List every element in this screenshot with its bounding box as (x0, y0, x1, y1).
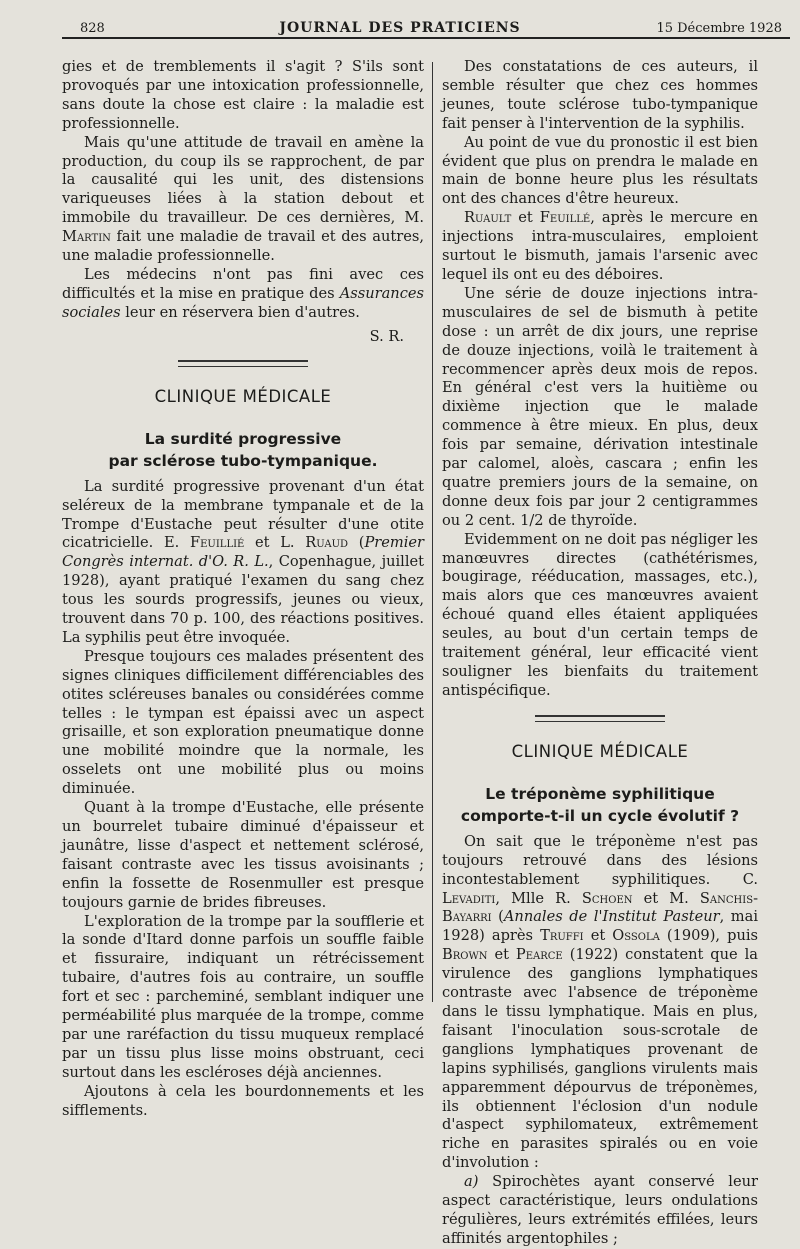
page-number: 828 (80, 21, 105, 36)
paragraph: Au point de vue du pronostic il est bien évident que plus on prendra le malade en main de bonne heure plus les résultats ont des chances d'être heureux. (442, 133, 758, 208)
journal-title: JOURNAL DES PRATICIENS (279, 20, 521, 36)
paragraph (62, 266, 424, 323)
title-line: comporte-t-il un cycle évolutif ? (460, 806, 740, 825)
title-line: par sclérose tubo-tympanique. (108, 451, 378, 470)
author-name: Ossola (612, 927, 660, 945)
paragraph (442, 1173, 758, 1249)
title-line: Le tréponème syphilitique (485, 784, 715, 803)
right-column (442, 58, 758, 1249)
text-run: fait une maladie de travail et des autres, une maladie professionnelle. (62, 228, 424, 265)
text-run: et (583, 927, 613, 945)
italic-term: Assurances sociales (62, 284, 424, 321)
text-run: , Copenhague, juillet 1928), ayant pratiqué l'examen du sang chez tous les sourds progressifs, jeunes ou vieux, trouvent dans 70 p. 100, des réactions positives. La syphilis peut être invoquée. (62, 553, 424, 646)
author-name: Feuillé (539, 209, 591, 227)
paragraph (442, 209, 758, 285)
paragraph: Presque toujours ces malades présentent des signes cliniques difficilement différenciables des otites scléreuses banales ou considérées comme telles : le tympan est épaissi avec un aspect grisaille, et son exploration pneumatique donne une mobilité moindre que la normale, les osselets ont une mobilité plus ou moins diminuée. (62, 647, 424, 798)
citation: Annales de l'Institut Pasteur (503, 908, 720, 926)
signature: S. R. (369, 327, 404, 345)
section-separator (442, 715, 758, 722)
author-name: Ruault (464, 209, 512, 227)
left-column (62, 58, 424, 1121)
text-run: On sait que le tréponème n'est pas toujours retrouvé dans des lésions incontestablement syphilitiques. C. (442, 832, 758, 888)
paragraph: Des constatations de ces auteurs, il semble résulter que chez ces hommes jeunes, toute sclérose tubo-tympanique fait penser à l'intervention de la syphilis. (442, 58, 758, 132)
citation: Premier Congrès internat. d'O. R. L. (62, 534, 424, 571)
author-name: Ruaud (305, 534, 349, 552)
author-name: Truffi (540, 927, 584, 945)
column-divider (432, 62, 433, 1002)
paragraph (442, 833, 758, 1173)
text-run: et (511, 209, 540, 227)
paragraph: gies et de tremblements il s'agit ? S'ils sont provoqués par une intoxication professionnelle, sans doute la chose est claire : la maladie est professionnelle. (62, 58, 424, 132)
text-run: et L. (244, 534, 306, 552)
article-title (442, 783, 758, 827)
paragraph: Quant à la trompe d'Eustache, elle présente un bourrelet tubaire diminué d'épaisseur et jaunâtre, lisse d'aspect et nettement sclérosé, faisant contraste avec les tissus avoisinants ; enfin la fossette de Rosenmuller est presque toujours garnie de brides fibreuses. (62, 799, 424, 911)
article-title (62, 428, 424, 472)
text-run: (1909), puis (659, 927, 759, 945)
paragraph (62, 134, 424, 266)
text-run: La surdité progressive provenant d'un état seléreux de la membrane tympanale et de la Trompe d'Eustache peut résulter d'une otite cicatricielle. E. (62, 477, 424, 552)
text-run: , après le mercure en injections intra-musculaires, emploient surtout le bismuth, jamais l'arsenic avec lequel ils ont eu des déboires. (442, 209, 758, 283)
issue-date: 15 Décembre 1928 (656, 21, 782, 36)
author-name: Levaditi (442, 889, 496, 907)
text-run: Mais qu'une attitude de travail en amène la production, du coup ils se rapprochent, de par la causalité qui les unit, des distensions variqueuses liées à la station debout et immobile du travailleur. De ces dernières, M. (62, 133, 424, 227)
paragraph: Ajoutons à cela les bourdonnements et les sifflements. (62, 1082, 424, 1119)
paragraph: L'exploration de la trompe par la soufflerie et la sonde d'Itard donne parfois un souffle faible et fissuraire, indiquant un rétrécissement tubaire, d'autres fois au contraire, un souffle fort et sec : parcheminé, semblant indiquer une perméabilité plus marquée de la trompe, comme par une raréfaction du tissu muqueux remplacé par un tissu plus lisse moins obstruant, ceci surtout dans les escléroses déjà anciennes. (62, 912, 424, 1081)
author-name: Brown (442, 946, 488, 964)
section-separator (62, 360, 424, 367)
section-heading: CLINIQUE MÉDICALE (154, 386, 332, 406)
text-run: , mai 1928) après (442, 908, 758, 945)
text-run: et M. (632, 889, 700, 907)
author-name: Martin (62, 228, 111, 246)
text-run: (1922) constatent que la virulence des ganglions lymphatiques contraste avec l'absence de tréponème dans le tissu lymphatique. Mais en plus, faisant l'inoculation sous-scrotale de ganglions lymphatiques provenant de lapins syphilisés, ganglions virulents mais apparemment dépourvus de tréponèmes, ils obtiennent l'éclosion d'un nodule d'aspect syphilomateux, extrêmement riche en parasites spiralés ou en voie d'involution : (442, 946, 759, 1172)
running-header (0, 0, 800, 36)
text-run: Les médecins n'ont pas fini avec ces difficultés et la mise en pratique des (62, 265, 424, 302)
text-run: leur en réservera bien d'autres. (120, 303, 360, 321)
text-run: , Mlle R. (495, 889, 582, 907)
author-name: Sanchis-Bayarri (442, 889, 758, 926)
author-name: Pearce (515, 946, 563, 964)
header-rule (62, 37, 790, 39)
author-name: Feuillié (190, 534, 245, 552)
paragraph (62, 478, 424, 648)
text-run: ( (348, 534, 365, 552)
title-line: La surdité progressive (144, 429, 342, 448)
paragraph: Evidemment on ne doit pas négliger les manœuvres directes (cathétérismes, bougirage, rééducation, massages, etc.), mais alors que ces manœuvres avaient échoué quand elles étaient appliquées seules, au bout d'un certain temps de traitement général, leur efficacité vient souligner les bienfaits du traitement antispécifique. (442, 530, 758, 699)
paragraph: Une série de douze injections intra-musculaires de sel de bismuth à petite dose : un arrêt de dix jours, une reprise de douze injections, voilà le traitement à recommencer après deux mois de repos. En général c'est vers la huitième ou dixième injection que le malade commence à être mieux. En plus, deux fois par semaine, dérivation intestinale par calomel, aloès, cascara ; enfin les quatre premiers jours de la semaine, on donne deux fois par jour 2 centigrammes ou 2 cent. 1/2 de thyroïde. (442, 284, 758, 529)
text-run: Spirochètes ayant conservé leur aspect caractéristique, leurs ondulations régulières, leurs extrémités effilées, leurs affinités argentophiles ; (442, 1173, 758, 1247)
list-marker: a) (464, 1173, 479, 1191)
text-run: ( (491, 908, 504, 926)
author-name: Schoen (581, 889, 633, 907)
text-run: et (487, 946, 516, 964)
section-heading: CLINIQUE MÉDICALE (511, 741, 689, 761)
